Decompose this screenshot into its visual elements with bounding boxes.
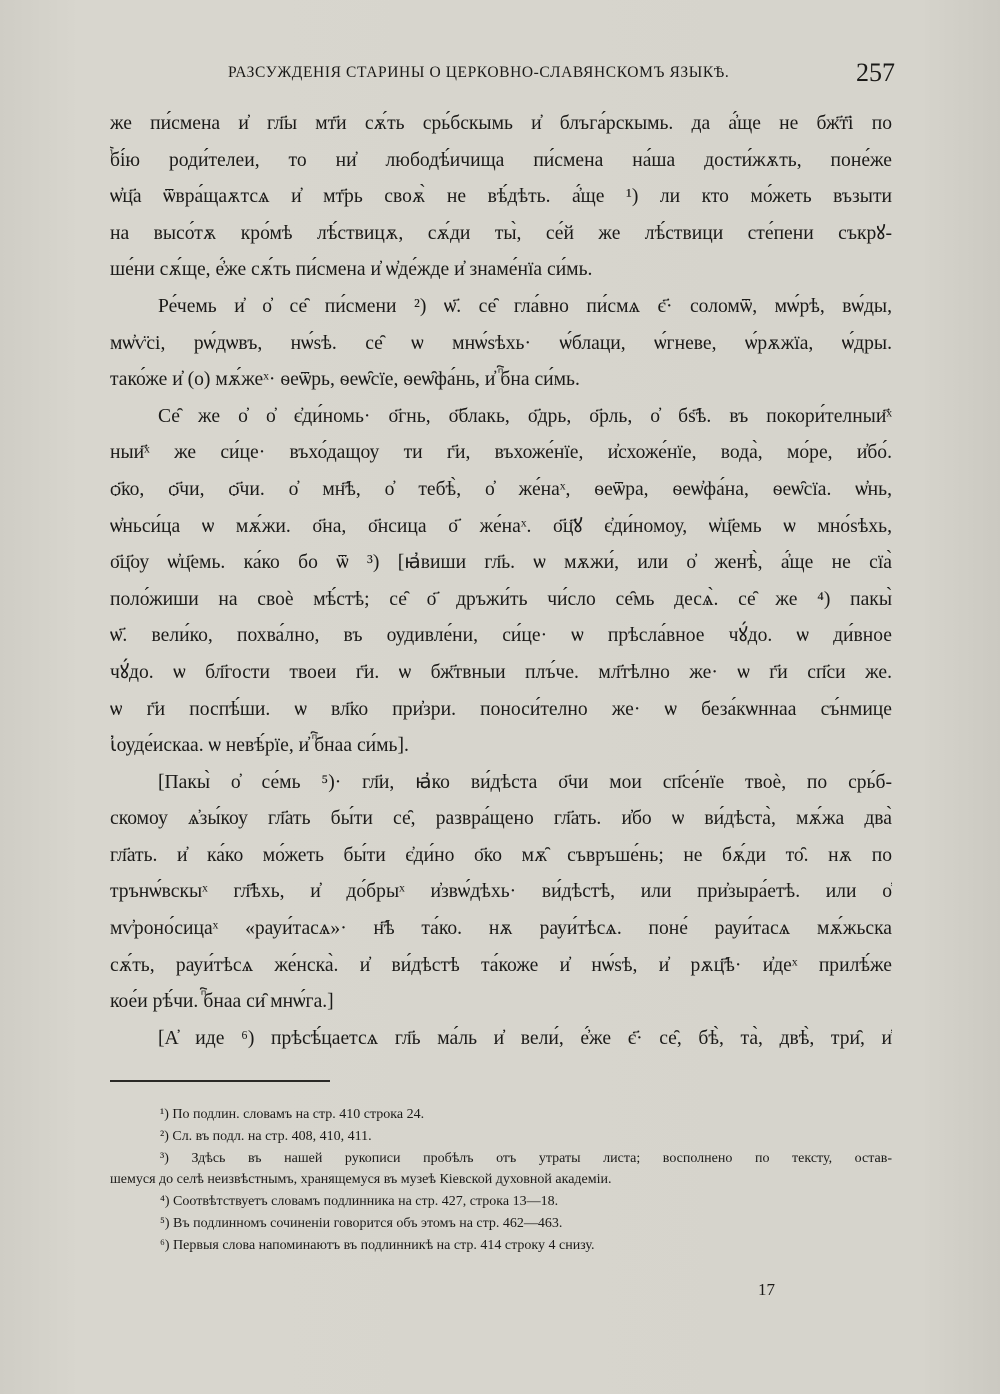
text-line: о҃ц҃оу ѡ҆ц҃емь. ка́ко бо ѿ ³) [ꙗ҆виши гл҃ь. ѡ мѫжи́, или о҆ женѣ̀, а҆́ще не сїа̀ (110, 552, 892, 574)
text-line: ѡ҆ц҃а ѿвра́щаѫтсѧ и҆ мт҃рь своѫ̀ не вѣ́дѣть. а҆́ще ¹) ли кто мо́жеть възыти (110, 186, 892, 208)
text-line: гл҃ать. и҆ ка́ко мо́жеть бы́ти є҆ди́но о҃ко мѫ̑ съвръше́нь; не бѫ́ди то̑. нѫ по (110, 844, 892, 866)
text-line: Ре́чемь и҆ о҆ се̑ пи́смени ²) ѡ҃. се̑ гла́вно пи́смѧ є҃· соломѿ, мѡ́рѣ, вѡ́ды, (158, 295, 892, 317)
running-title: РАЗСУЖДЕНІЯ СТАРИНЫ О ЦЕРКОВНО-СЛАВЯНСКОМЪ ЯЗЫКѢ. (228, 64, 730, 81)
printer-signature-mark: 17 (758, 1280, 775, 1299)
text-line: ѡ҃. вели́ко, похва́лно, въ оудивле́ни, си́це· ѡ прѣсла́вное чꙋ́до. ѡ ди́вное (110, 625, 892, 647)
text-line: сѫ́ть, рауи́тѣсѧ же́нска̀. и҆ ви́дѣстѣ та́коже и҆ нѡ́ѕѣ, и҆ рѫц҃ѣ· и҆деˣ прилѣ́же (110, 954, 892, 976)
page-number: 257 (856, 58, 895, 87)
text-line: ше́ни сѫ́ще, е҆́же сѫ́ть пи́смена и҆ ѡ҆де́жде и҆ знаме́нїа си́мь. (110, 259, 593, 281)
text-line: [Пакы̀ о҆ се́мь ⁵)· гл҃и, ꙗ҆ко ви́дѣста о҃чи мои сп҃се́нїе твоѐ, по срь́б- (158, 771, 892, 793)
footnote: ³) Здѣсь въ нашей рукописи пробѣлъ отъ утраты листа; восполнено по тексту, остав- (160, 1150, 892, 1166)
text-line: ⷫ҇бі́ю роди́телеи, то ни҆ любодѣ́ичища пи́смена на́ша дости́жѫть, поне́же (110, 149, 892, 171)
main-text (110, 106, 892, 1057)
footnote: ⁵) Въ подлинномъ сочиненіи говорится объ этомъ на стр. 462—463. (160, 1215, 563, 1231)
footnote: шемуся до селѣ неизвѣстнымъ, хранящемуся въ музеѣ Кіевской духовной академіи. (110, 1172, 612, 1188)
text-line: чꙋ́до. ѡ бл҃гости твоеи г҃и. ѡ бж҃твныи плъ́че. мл҃тѣлно же· ѡ г҃и сп҃си же. (110, 661, 892, 683)
text-line: трънѡ́вскыˣ гл҃ѣхь, и҆ до́брыˣ и҆звѡ́дѣхь· ви́дѣстѣ, или при҆зыра́етѣ. или о҆ (110, 881, 892, 903)
text-line: ꙇ҆оуде́искаа. ѡ невѣ́рїе, и҆ ⷫ҇бнаа си́мь]. (110, 735, 409, 757)
footnotes (110, 1104, 892, 1257)
text-line: поло́жиши на своѐ мѣ́стѣ; се̑ о҃ дръжи́ть чи́сло се̑мь десѧ̀. се̑ же ⁴) пакы̀ (110, 588, 892, 610)
page-header (228, 58, 895, 90)
footnote-divider (110, 1080, 330, 1082)
footnote: ¹) По подлин. словамъ на стр. 410 строка 24. (160, 1107, 425, 1122)
footnote: ⁴) Соотвѣтствуетъ словамъ подлинника на стр. 427, строка 13—18. (160, 1194, 559, 1210)
text-line: ѻ҃ко, ѻ҃чи, ѻ҃чи. о҆ мн҃ѣ, о҆ тебѣ̀, о҆ же́наˣ, ѳеѿра, ѳеѡ҆фа́на, ѳеѡ̑сїа. ѡ҆нь, (110, 478, 892, 500)
text-line: Се̑ же о҆ о҆ є҆ди́номь· о҃гнь, о҃блакь, о҃дрь, о҃рль, о҆ бѕ҃ѣ. въ покори́телныи҃ˣ (158, 405, 892, 427)
text-line: мѵ҆роно́сицаˣ «рауи́тасѧ»· н҃ѣ та́ко. нѫ рауи́тѣсѧ. поне́ рауи́тасѧ мѫ́жьска (110, 918, 892, 940)
footnote: ²) Сл. въ подл. на стр. 408, 410, 411. (160, 1128, 372, 1144)
text-line: тако́же и҆ (о) мѫ́жеˣ· ѳеѿрь, ѳеѡ̑сїе, ѳеѡ̑фа́нь, и҆ ⷫ҇бна си́мь. (110, 369, 580, 391)
text-line: скомоу ѧ҆зы́коу гл҃ать бы́ти се̑, развра́щено гл҃ать. и҆бо ѡ ви́дѣста̀, мѫ́жа два̀ (110, 808, 892, 830)
text-line: на высо́тѫ кро́мѣ лѣ́ствицѫ, сѫ́ди ты̀, се́й же лѣ́ствици сте́пени съкрꙋ- (110, 222, 892, 244)
text-line: мѡ҆ѵ̈сі, рѡ́дѡвъ, нѡ́ѕѣ. се̑ ѡ мнѡ́ѕѣхь· ѡ́блаци, ѡ́гневе, ѡ́рѫжїа, ѡ́дры. (110, 332, 892, 354)
text-line: ныи҃ˣ же си́це· въхо́дащоу ти г҃и, въхоже́нїе, и҆схоже́нїе, вода̀, мо́ре, и҆бо́. (110, 442, 892, 464)
text-line: ѡ҆ньси́ца ѡ мѫ́жи. о҃на, о҃нсица о҃ же́наˣ. о҃ц҃ꙋ є҆ди́номоу, ѡ҆ц҃емь ѡ мно́ѕѣхь, (110, 515, 892, 537)
text-line: ѡ г҃и поспѣ́ши. ѡ вл҃ко при҆зри. поноси́телно же· ѡ беза́кѡннаа съ́нмице (110, 698, 892, 720)
text-line: [А҆ иде ⁶) прѣсѣ́цаетсѧ гл҃ь ма́ль и҆ вели́, е҆́же є҃· се̑, бѣ̀, та̀, двѣ̀, три̑, и҆ (158, 1027, 892, 1049)
text-line: кое́и рѣ́чи. ⷫ҇бнаа си̑ мнѡ́га.] (110, 991, 334, 1013)
footnote: ⁶) Первыя слова напоминаютъ въ подлинникѣ на стр. 414 строку 4 снизу. (160, 1237, 595, 1253)
text-line: же пи́смена и҆ гл҃ы мт҃и сѫ́ть срь́бскымь и҆ блъга́рскымь. да а҆́ще не бж҃т҃і по (110, 113, 892, 134)
